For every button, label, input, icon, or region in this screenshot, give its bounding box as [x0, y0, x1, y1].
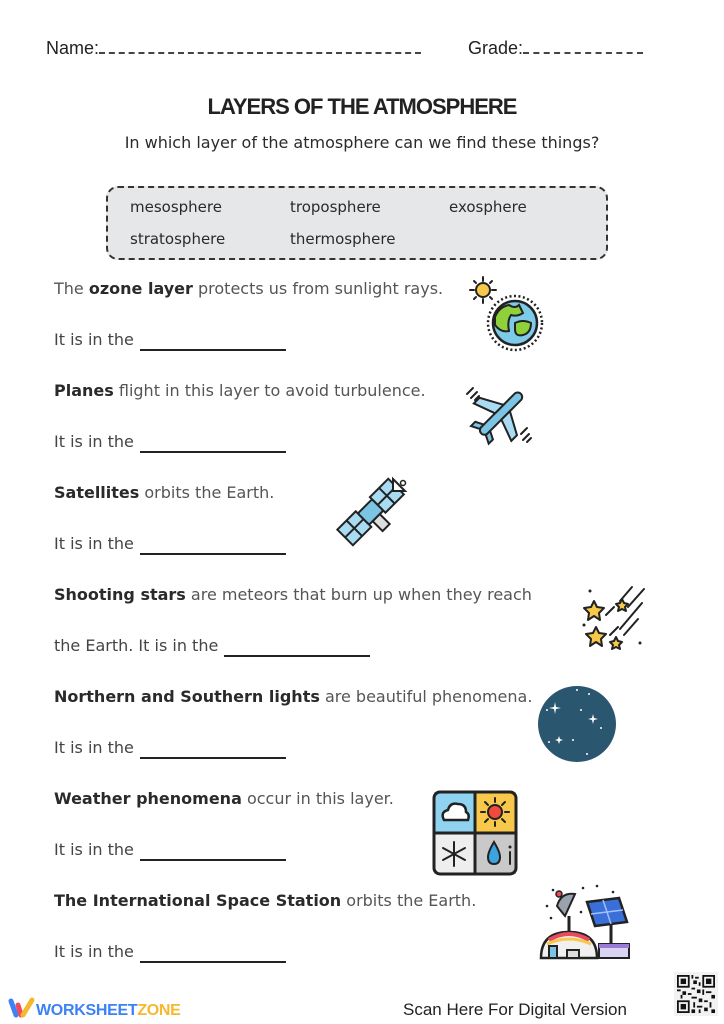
- name-field[interactable]: [46, 38, 421, 59]
- question-1-keyword: ozone layer: [88, 279, 193, 298]
- grade-blank[interactable]: [523, 40, 643, 54]
- answer-blank-2[interactable]: [140, 439, 286, 453]
- worksheet-title: LAYERS OF THE ATMOSPHERE: [207, 94, 517, 119]
- question-4-text: Shooting stars are meteors that burn up when they reach: [54, 585, 532, 604]
- night-sky-icon: [537, 684, 617, 764]
- question-4-answer: the Earth. It is in the: [54, 636, 370, 657]
- question-6-text: Weather phenomena occur in this layer.: [54, 789, 394, 808]
- answer-blank-5[interactable]: [140, 745, 286, 759]
- word-bank-item: thermosphere: [290, 230, 396, 248]
- shooting-stars-icon: [580, 585, 650, 655]
- question-6-answer: It is in the: [54, 840, 286, 861]
- grade-field[interactable]: [468, 38, 643, 59]
- answer-blank-7[interactable]: [140, 949, 286, 963]
- question-5-answer: It is in the: [54, 738, 286, 759]
- question-5-keyword: Northern and Southern lights: [54, 687, 320, 706]
- word-bank-item: stratosphere: [130, 230, 226, 248]
- answer-blank-1[interactable]: [140, 337, 286, 351]
- question-2-answer: It is in the: [54, 432, 286, 453]
- grade-label: Grade:: [468, 38, 524, 58]
- question-2-text: Planes flight in this layer to avoid turbulence.: [54, 381, 426, 400]
- airplane-icon: [465, 382, 535, 447]
- space-station-icon: [535, 882, 635, 962]
- qr-code[interactable]: [674, 972, 718, 1016]
- question-7-keyword: The International Space Station: [54, 891, 342, 910]
- worksheetzone-logo[interactable]: WORKSHEETZONE: [8, 997, 181, 1020]
- question-3-text: Satellites orbits the Earth.: [54, 483, 275, 502]
- sun-earth-icon: [465, 275, 550, 355]
- question-3-answer: It is in the: [54, 534, 286, 555]
- word-bank-item: troposphere: [290, 198, 381, 216]
- word-bank-item: exosphere: [449, 198, 527, 216]
- word-bank: [106, 186, 608, 260]
- worksheet-instructions: In which layer of the atmosphere can we find these things?: [124, 133, 600, 152]
- question-7-answer: It is in the: [54, 942, 286, 963]
- name-label: Name:: [46, 38, 100, 58]
- question-7-text: The International Space Station orbits the Earth.: [54, 891, 477, 910]
- question-1-answer: It is in the: [54, 330, 286, 351]
- scan-instruction: Scan Here For Digital Version: [403, 1000, 627, 1019]
- satellite-icon: [335, 475, 410, 550]
- logo-mark-icon: [8, 997, 36, 1019]
- question-2-keyword: Planes: [54, 381, 114, 400]
- answer-blank-6[interactable]: [140, 847, 286, 861]
- question-1-text: The ozone layer protects us from sunlight rays.: [54, 279, 444, 298]
- answer-blank-4[interactable]: [224, 643, 370, 657]
- word-bank-item: mesosphere: [130, 198, 222, 216]
- question-4-keyword: Shooting stars: [54, 585, 186, 604]
- name-blank[interactable]: [99, 40, 421, 54]
- question-3-keyword: Satellites: [54, 483, 140, 502]
- question-6-keyword: Weather phenomena: [54, 789, 242, 808]
- weather-icon: [432, 790, 518, 876]
- answer-blank-3[interactable]: [140, 541, 286, 555]
- question-5-text: Northern and Southern lights are beautiful phenomena.: [54, 687, 533, 706]
